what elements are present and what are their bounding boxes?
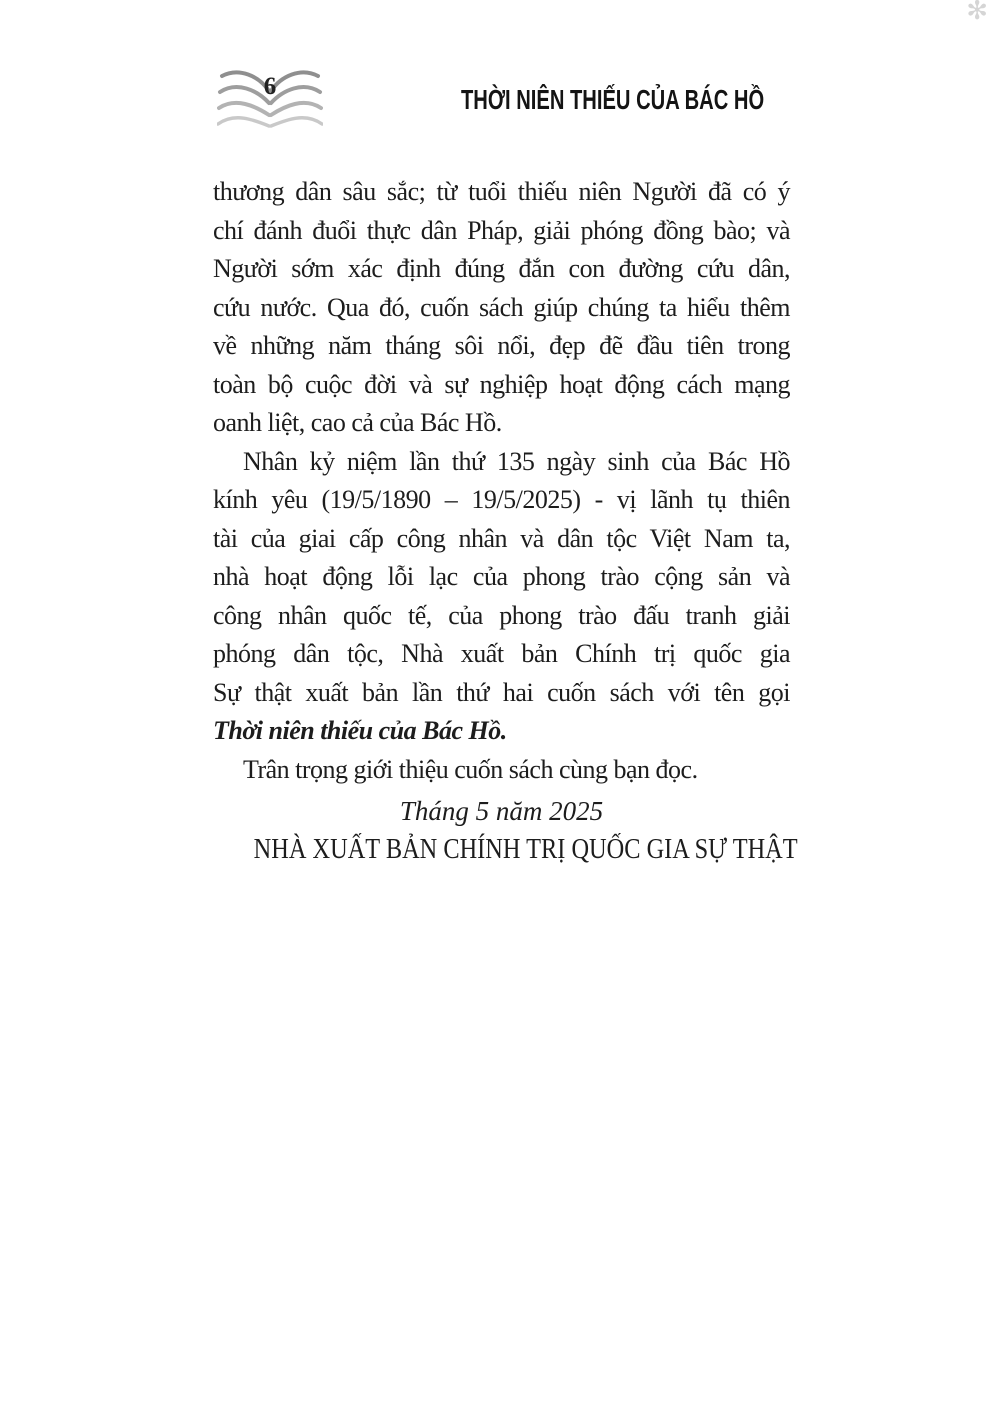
text-line: về những năm tháng sôi nổi, đẹp đẽ đầu tiên trong <box>213 331 790 360</box>
text-line: Thời niên thiếu của Bác Hồ. <box>213 716 507 745</box>
text-line: chí đánh đuổi thực dân Pháp, giải phóng đồng bào; và <box>213 215 790 245</box>
running-title-text: THỜI NIÊN THIẾU CỦA BÁC HỒ <box>460 84 765 115</box>
open-book-icon <box>217 66 323 138</box>
text-line: Trân trọng giới thiệu cuốn sách cùng bạn đọc. <box>243 754 698 784</box>
body-text <box>213 173 790 789</box>
date-line: Tháng 5 năm 2025 <box>399 796 604 826</box>
text-line: Người sớm xác định đúng đắn con đường cứu dân, <box>213 254 790 283</box>
text-line: thương dân sâu sắc; từ tuổi thiếu niên Người đã có ý <box>213 177 790 206</box>
text-line: Sự thật xuất bản lần thứ hai cuốn sách với tên gọi <box>213 677 790 707</box>
text-line: nhà hoạt động lỗi lạc của phong trào cộng sản và <box>213 562 790 591</box>
publisher-line <box>213 831 798 870</box>
flower-asterisk-icon: ✻ <box>966 0 988 26</box>
text-line: cứu nước. Qua đó, cuốn sách giúp chúng ta hiểu thêm <box>213 292 790 322</box>
text-line: kính yêu (19/5/1890 – 19/5/2025) - vị lãnh tụ thiên <box>213 485 790 514</box>
text-line: Nhân kỷ niệm lần thứ 135 ngày sinh của Bác Hồ <box>243 446 790 476</box>
text-line: phóng dân tộc, Nhà xuất bản Chính trị quốc gia <box>213 639 790 668</box>
page-number: 6 <box>263 73 277 100</box>
publisher-name: NHÀ XUẤT BẢN CHÍNH TRỊ QUỐC GIA SỰ THẬT <box>253 834 798 865</box>
text-line: toàn bộ cuộc đời và sự nghiệp hoạt động cách mạng <box>213 369 790 399</box>
text-line: tài của giai cấp công nhân và dân tộc Việt Nam ta, <box>213 523 790 553</box>
text-line: công nhân quốc tế, của phong trào đấu tranh giải <box>213 600 790 630</box>
text-line: oanh liệt, cao cả của Bác Hồ. <box>213 408 502 437</box>
running-title <box>402 84 765 116</box>
